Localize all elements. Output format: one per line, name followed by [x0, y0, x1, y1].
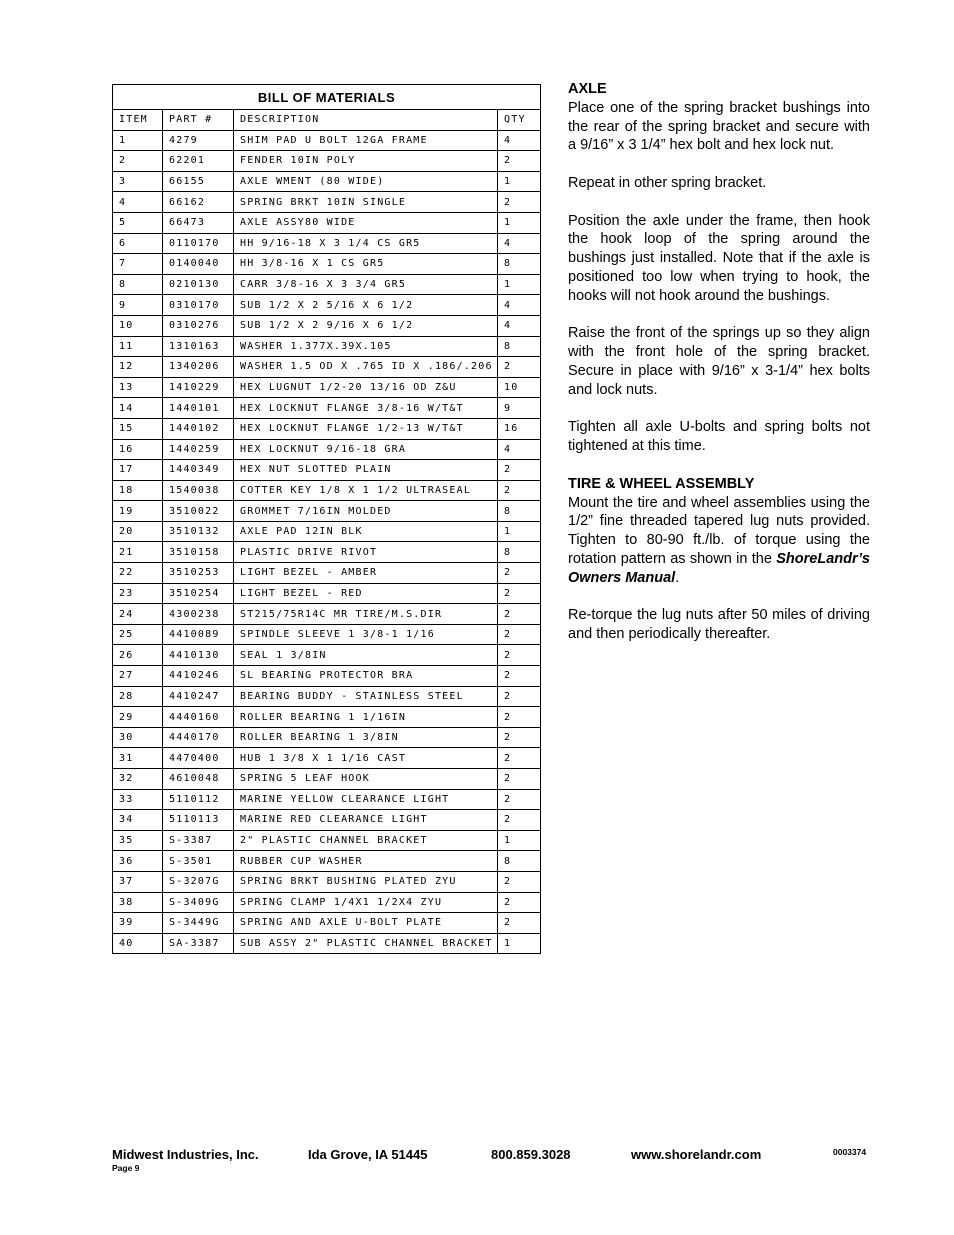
tire-step-2: Re-torque the lug nuts after 50 miles of driving and then periodically thereafter.: [568, 607, 870, 643]
description-cell: WASHER 1.5 OD X .765 ID X .186/.206: [234, 357, 498, 378]
qty-cell: 4: [498, 315, 541, 336]
table-row: [113, 295, 541, 316]
table-row: [113, 501, 541, 522]
table-row: [113, 563, 541, 584]
item-cell: 17: [113, 460, 163, 481]
qty-cell: 1: [498, 212, 541, 233]
qty-cell: 1: [498, 830, 541, 851]
description-cell: 2" PLASTIC CHANNEL BRACKET: [234, 830, 498, 851]
table-row: [113, 892, 541, 913]
part-cell: 1340206: [163, 357, 234, 378]
description-cell: SPRING BRKT BUSHING PLATED ZYU: [234, 871, 498, 892]
tire-heading: TIRE & WHEEL ASSEMBLY: [568, 475, 755, 492]
description-cell: HEX LOCKNUT FLANGE 1/2-13 W/T&T: [234, 418, 498, 439]
table-row: [113, 913, 541, 934]
part-cell: 4410247: [163, 686, 234, 707]
item-cell: 5: [113, 212, 163, 233]
qty-cell: 2: [498, 645, 541, 666]
description-cell: BEARING BUDDY - STAINLESS STEEL: [234, 686, 498, 707]
qty-cell: 1: [498, 274, 541, 295]
table-row: [113, 707, 541, 728]
axle-step-4: Raise the front of the springs up so they align with the front hole of the spring bracket. Secure in place with 9/16” x 3-1/4” hex bolts and lock nuts.: [568, 325, 870, 398]
part-cell: 3510254: [163, 583, 234, 604]
item-cell: 35: [113, 830, 163, 851]
item-cell: 30: [113, 727, 163, 748]
table-row: [113, 727, 541, 748]
table-row: [113, 418, 541, 439]
part-cell: 1440101: [163, 398, 234, 419]
table-row: [113, 686, 541, 707]
item-cell: 26: [113, 645, 163, 666]
description-cell: HEX LUGNUT 1/2-20 13/16 OD Z&U: [234, 377, 498, 398]
item-cell: 13: [113, 377, 163, 398]
item-cell: 9: [113, 295, 163, 316]
part-cell: 0210130: [163, 274, 234, 295]
table-row: [113, 583, 541, 604]
item-cell: 16: [113, 439, 163, 460]
item-cell: 32: [113, 769, 163, 790]
table-row: [113, 810, 541, 831]
page-number: Page 9: [112, 1163, 140, 1173]
qty-cell: 2: [498, 748, 541, 769]
description-cell: GROMMET 7/16IN MOLDED: [234, 501, 498, 522]
qty-cell: 2: [498, 624, 541, 645]
part-cell: 1540038: [163, 480, 234, 501]
table-row: [113, 480, 541, 501]
table-row: [113, 274, 541, 295]
part-cell: 4410130: [163, 645, 234, 666]
part-cell: 1440102: [163, 418, 234, 439]
table-row: [113, 521, 541, 542]
part-cell: 5110113: [163, 810, 234, 831]
part-cell: 1440259: [163, 439, 234, 460]
description-cell: MARINE YELLOW CLEARANCE LIGHT: [234, 789, 498, 810]
table-row: [113, 830, 541, 851]
item-cell: 24: [113, 604, 163, 625]
description-cell: SPINDLE SLEEVE 1 3/8-1 1/16: [234, 624, 498, 645]
description-cell: MARINE RED CLEARANCE LIGHT: [234, 810, 498, 831]
description-cell: HEX LOCKNUT 9/16-18 GRA: [234, 439, 498, 460]
part-cell: 66473: [163, 212, 234, 233]
table-row: [113, 357, 541, 378]
description-cell: AXLE ASSY80 WIDE: [234, 212, 498, 233]
description-cell: SPRING BRKT 10IN SINGLE: [234, 192, 498, 213]
description-cell: HH 9/16-18 X 3 1/4 CS GR5: [234, 233, 498, 254]
description-cell: LIGHT BEZEL - RED: [234, 583, 498, 604]
item-cell: 20: [113, 521, 163, 542]
description-cell: AXLE WMENT (80 WIDE): [234, 171, 498, 192]
table-row: [113, 542, 541, 563]
qty-cell: 4: [498, 295, 541, 316]
col-header-part: PART #: [163, 110, 234, 131]
qty-cell: 4: [498, 439, 541, 460]
qty-cell: 16: [498, 418, 541, 439]
item-cell: 28: [113, 686, 163, 707]
qty-cell: 2: [498, 913, 541, 934]
axle-step-1: Place one of the spring bracket bushings into the rear of the spring bracket and secure with a 9/16” x 3 1/4” hex bolt and hex lock nut.: [568, 99, 870, 154]
axle-step-2: Repeat in other spring bracket.: [568, 174, 767, 191]
description-cell: HEX NUT SLOTTED PLAIN: [234, 460, 498, 481]
table-row: [113, 748, 541, 769]
table-row: [113, 439, 541, 460]
qty-cell: 8: [498, 501, 541, 522]
col-header-description: DESCRIPTION: [234, 110, 498, 131]
table-row: [113, 666, 541, 687]
item-cell: 39: [113, 913, 163, 934]
table-row: [113, 377, 541, 398]
description-cell: SUB 1/2 X 2 9/16 X 6 1/2: [234, 315, 498, 336]
qty-cell: 2: [498, 583, 541, 604]
qty-cell: 2: [498, 563, 541, 584]
part-cell: 1410229: [163, 377, 234, 398]
part-cell: 4610048: [163, 769, 234, 790]
item-cell: 8: [113, 274, 163, 295]
table-row: [113, 398, 541, 419]
item-cell: 11: [113, 336, 163, 357]
qty-cell: 2: [498, 192, 541, 213]
part-cell: 4410089: [163, 624, 234, 645]
table-row: [113, 151, 541, 172]
item-cell: 3: [113, 171, 163, 192]
description-cell: SPRING CLAMP 1/4X1 1/2X4 ZYU: [234, 892, 498, 913]
table-row: [113, 871, 541, 892]
footer-phone: 800.859.3028: [491, 1147, 571, 1162]
table-row: [113, 789, 541, 810]
description-cell: SL BEARING PROTECTOR BRA: [234, 666, 498, 687]
qty-cell: 10: [498, 377, 541, 398]
table-row: [113, 233, 541, 254]
table-row: [113, 769, 541, 790]
item-cell: 25: [113, 624, 163, 645]
table-row: [113, 336, 541, 357]
axle-step-5: Tighten all axle U-bolts and spring bolts not tightened at this time.: [568, 419, 870, 455]
item-cell: 36: [113, 851, 163, 872]
part-cell: 4440170: [163, 727, 234, 748]
description-cell: LIGHT BEZEL - AMBER: [234, 563, 498, 584]
description-cell: SUB 1/2 X 2 5/16 X 6 1/2: [234, 295, 498, 316]
description-cell: ST215/75R14C MR TIRE/M.S.DIR: [234, 604, 498, 625]
footer-city: Ida Grove, IA 51445: [308, 1147, 428, 1162]
bom-header-row: [113, 110, 541, 131]
qty-cell: 2: [498, 604, 541, 625]
item-cell: 33: [113, 789, 163, 810]
footer-website: www.shorelandr.com: [631, 1147, 762, 1162]
table-row: [113, 604, 541, 625]
description-cell: ROLLER BEARING 1 1/16IN: [234, 707, 498, 728]
table-row: [113, 460, 541, 481]
part-cell: 0310170: [163, 295, 234, 316]
axle-step-3: Position the axle under the frame, then hook the hook loop of the spring around the bushings just installed. Note that if the axle is positioned too low when trying to hook, the hooks will not hook around the bushings.: [568, 212, 870, 304]
bom-title: BILL OF MATERIALS: [113, 85, 541, 110]
qty-cell: 2: [498, 871, 541, 892]
description-cell: SEAL 1 3/8IN: [234, 645, 498, 666]
description-cell: AXLE PAD 12IN BLK: [234, 521, 498, 542]
part-cell: 4410246: [163, 666, 234, 687]
owners-manual-reference: ShoreLandr’s Owners Manual: [568, 550, 870, 586]
table-row: [113, 192, 541, 213]
item-cell: 34: [113, 810, 163, 831]
part-cell: 0110170: [163, 233, 234, 254]
qty-cell: 9: [498, 398, 541, 419]
item-cell: 37: [113, 871, 163, 892]
part-cell: S-3409G: [163, 892, 234, 913]
description-cell: COTTER KEY 1/8 X 1 1/2 ULTRASEAL: [234, 480, 498, 501]
item-cell: 21: [113, 542, 163, 563]
qty-cell: 2: [498, 810, 541, 831]
qty-cell: 2: [498, 769, 541, 790]
qty-cell: 8: [498, 851, 541, 872]
description-cell: SUB ASSY 2" PLASTIC CHANNEL BRACKET: [234, 933, 498, 954]
description-cell: WASHER 1.377X.39X.105: [234, 336, 498, 357]
item-cell: 7: [113, 254, 163, 275]
table-row: [113, 171, 541, 192]
table-row: [113, 933, 541, 954]
footer-company: Midwest Industries, Inc.: [112, 1147, 259, 1162]
col-header-qty: QTY: [498, 110, 541, 131]
item-cell: 27: [113, 666, 163, 687]
item-cell: 14: [113, 398, 163, 419]
part-cell: 3510158: [163, 542, 234, 563]
description-cell: HUB 1 3/8 X 1 1/16 CAST: [234, 748, 498, 769]
page-footer: [112, 1147, 870, 1173]
item-cell: 40: [113, 933, 163, 954]
part-cell: S-3501: [163, 851, 234, 872]
item-cell: 19: [113, 501, 163, 522]
item-cell: 15: [113, 418, 163, 439]
qty-cell: 8: [498, 336, 541, 357]
item-cell: 31: [113, 748, 163, 769]
table-row: [113, 315, 541, 336]
qty-cell: 2: [498, 357, 541, 378]
qty-cell: 2: [498, 892, 541, 913]
bill-of-materials: [112, 84, 540, 954]
part-cell: 0310276: [163, 315, 234, 336]
part-cell: 1440349: [163, 460, 234, 481]
table-row: [113, 254, 541, 275]
part-cell: 3510132: [163, 521, 234, 542]
qty-cell: 2: [498, 686, 541, 707]
part-cell: S-3207G: [163, 871, 234, 892]
part-cell: 3510022: [163, 501, 234, 522]
part-cell: 5110112: [163, 789, 234, 810]
description-cell: ROLLER BEARING 1 3/8IN: [234, 727, 498, 748]
description-cell: SPRING AND AXLE U-BOLT PLATE: [234, 913, 498, 934]
item-cell: 12: [113, 357, 163, 378]
qty-cell: 2: [498, 789, 541, 810]
bom-table: [112, 84, 541, 954]
qty-cell: 1: [498, 171, 541, 192]
part-cell: SA-3387: [163, 933, 234, 954]
qty-cell: 2: [498, 460, 541, 481]
item-cell: 4: [113, 192, 163, 213]
assembly-instructions: [568, 80, 870, 663]
part-cell: 62201: [163, 151, 234, 172]
footer-doc-code: 0003374: [833, 1147, 867, 1157]
qty-cell: 2: [498, 666, 541, 687]
qty-cell: 1: [498, 933, 541, 954]
col-header-item: ITEM: [113, 110, 163, 131]
tire-step-1-text: Mount the tire and wheel assemblies using the 1/2” fine threaded tapered lug nuts provided. Tighten to 80-90 ft./lb. of torque using the rotation pattern as shown in the: [568, 494, 870, 567]
table-row: [113, 212, 541, 233]
qty-cell: 4: [498, 130, 541, 151]
description-cell: FENDER 10IN POLY: [234, 151, 498, 172]
qty-cell: 2: [498, 707, 541, 728]
bom-body: [113, 130, 541, 954]
description-cell: RUBBER CUP WASHER: [234, 851, 498, 872]
qty-cell: 2: [498, 480, 541, 501]
part-cell: 66162: [163, 192, 234, 213]
part-cell: 4470400: [163, 748, 234, 769]
description-cell: PLASTIC DRIVE RIVOT: [234, 542, 498, 563]
part-cell: 4440160: [163, 707, 234, 728]
table-row: [113, 851, 541, 872]
part-cell: S-3387: [163, 830, 234, 851]
description-cell: HH 3/8-16 X 1 CS GR5: [234, 254, 498, 275]
tire-step-1-end: .: [675, 569, 680, 586]
part-cell: S-3449G: [163, 913, 234, 934]
item-cell: 2: [113, 151, 163, 172]
item-cell: 10: [113, 315, 163, 336]
qty-cell: 4: [498, 233, 541, 254]
qty-cell: 2: [498, 727, 541, 748]
table-row: [113, 130, 541, 151]
item-cell: 18: [113, 480, 163, 501]
qty-cell: 8: [498, 542, 541, 563]
description-cell: SPRING 5 LEAF HOOK: [234, 769, 498, 790]
item-cell: 38: [113, 892, 163, 913]
item-cell: 6: [113, 233, 163, 254]
part-cell: 1310163: [163, 336, 234, 357]
item-cell: 23: [113, 583, 163, 604]
description-cell: CARR 3/8-16 X 3 3/4 GR5: [234, 274, 498, 295]
part-cell: 3510253: [163, 563, 234, 584]
tire-step-1: [568, 494, 870, 588]
description-cell: SHIM PAD U BOLT 12GA FRAME: [234, 130, 498, 151]
qty-cell: 8: [498, 254, 541, 275]
table-row: [113, 624, 541, 645]
item-cell: 29: [113, 707, 163, 728]
item-cell: 22: [113, 563, 163, 584]
axle-heading: AXLE: [568, 81, 607, 97]
part-cell: 4300238: [163, 604, 234, 625]
table-row: [113, 645, 541, 666]
part-cell: 66155: [163, 171, 234, 192]
qty-cell: 1: [498, 521, 541, 542]
description-cell: HEX LOCKNUT FLANGE 3/8-16 W/T&T: [234, 398, 498, 419]
part-cell: 0140040: [163, 254, 234, 275]
part-cell: 4279: [163, 130, 234, 151]
item-cell: 1: [113, 130, 163, 151]
qty-cell: 2: [498, 151, 541, 172]
